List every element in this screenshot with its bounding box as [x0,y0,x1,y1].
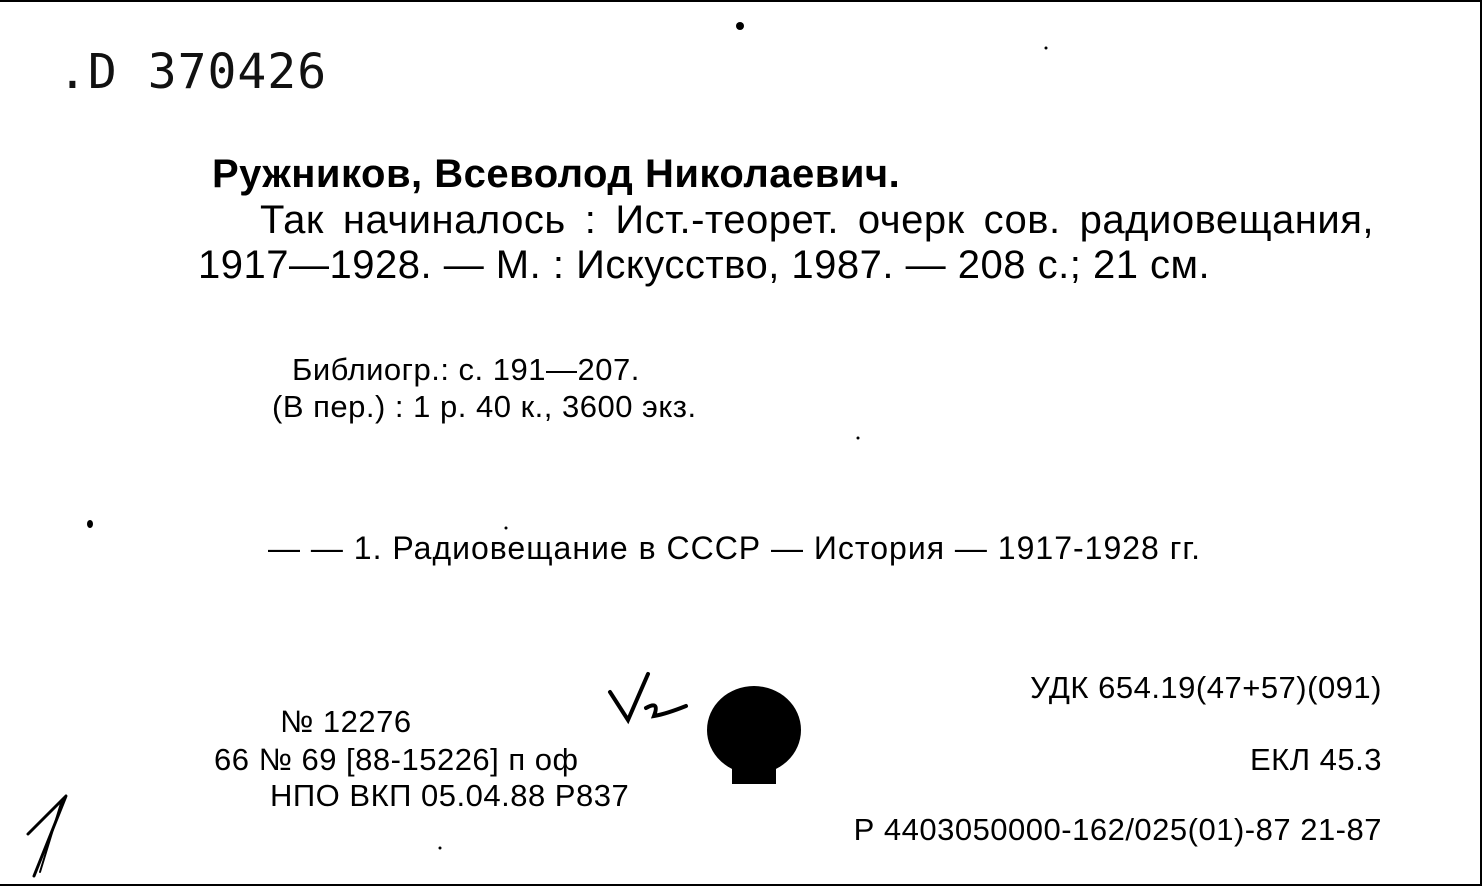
price-note: (В пер.) : 1 р. 40 к., 3600 экз. [272,389,697,424]
print-line-1: 66 № 69 [88-15226] п оф [214,742,579,777]
title-description: Так начиналось : Ист.-теорет. очерк сов. радиовещания, 1917—1928. — М. : Искусство, 1987. — 208 с.; 21 см. [198,198,1374,287]
udk-code: УДК 654.19(47+57)(091) [1030,670,1382,705]
print-line-2: НПО ВКП 05.04.88 Р837 [270,778,630,813]
order-number: № 12276 [280,704,412,739]
paper-specks [0,2,1484,888]
ekl-code: ЕКЛ 45.3 [1249,742,1382,777]
subject-heading: — — 1. Радиовещание в СССР — История — 1917-1928 гг. [268,530,1202,566]
catalog-code: Р 4403050000-162/025(01)-87 21-87 [853,812,1382,847]
bibliography-note: Библиогр.: с. 191—207. [292,352,640,387]
author-heading: Ружников, Всеволод Николаевич. [212,152,901,196]
inventory-number: .D 370426 [58,44,328,100]
